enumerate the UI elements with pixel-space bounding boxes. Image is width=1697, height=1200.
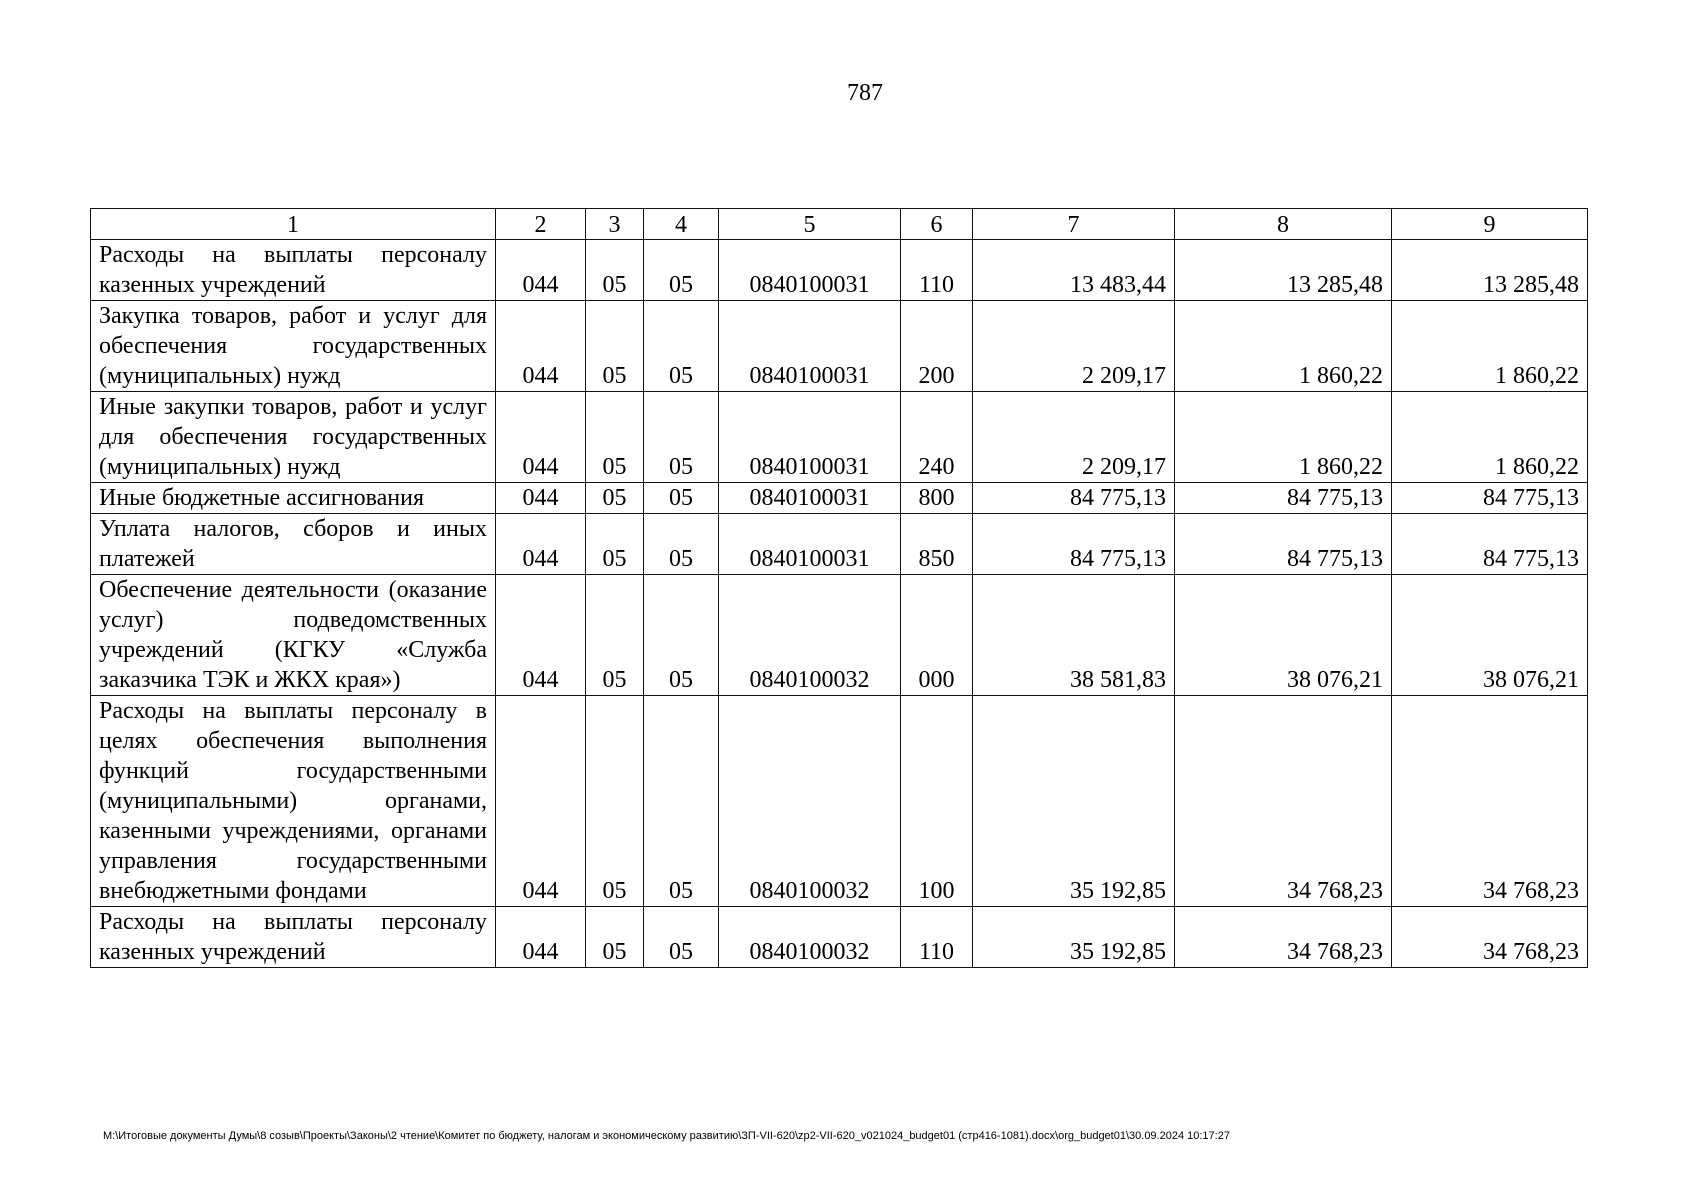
amount-col7: 38 581,83 <box>973 575 1175 696</box>
table-row <box>91 575 1588 696</box>
target-item-code: 0840100032 <box>719 907 901 968</box>
ministry-code: 044 <box>496 575 586 696</box>
amount-col7: 13 483,44 <box>973 240 1175 301</box>
target-item-code: 0840100031 <box>719 240 901 301</box>
target-item-code: 0840100032 <box>719 696 901 907</box>
section-code: 05 <box>586 514 644 575</box>
target-item-code: 0840100031 <box>719 301 901 392</box>
section-code: 05 <box>586 240 644 301</box>
amount-col9: 34 768,23 <box>1392 907 1588 968</box>
subsection-code: 05 <box>644 575 719 696</box>
expense-name: Расходы на выплаты персоналу в целях обеспечения выполнения функций государственными (муниципальными) органами, казенными учреждениями, органами управления государственными внебюджетными фондами <box>91 696 496 907</box>
amount-col7: 2 209,17 <box>973 392 1175 483</box>
expense-name: Расходы на выплаты персоналу казенных учреждений <box>91 907 496 968</box>
ministry-code: 044 <box>496 483 586 514</box>
amount-col8: 84 775,13 <box>1175 514 1392 575</box>
subsection-code: 05 <box>644 392 719 483</box>
table-header-row <box>91 209 1588 240</box>
expense-type-code: 000 <box>901 575 973 696</box>
subsection-code: 05 <box>644 483 719 514</box>
amount-col9: 84 775,13 <box>1392 514 1588 575</box>
section-code: 05 <box>586 575 644 696</box>
amount-col9: 13 285,48 <box>1392 240 1588 301</box>
target-item-code: 0840100031 <box>719 392 901 483</box>
subsection-code: 05 <box>644 301 719 392</box>
expense-type-code: 800 <box>901 483 973 514</box>
section-code: 05 <box>586 907 644 968</box>
amount-col8: 38 076,21 <box>1175 575 1392 696</box>
subsection-code: 05 <box>644 907 719 968</box>
column-header: 2 <box>496 209 586 240</box>
expense-name: Закупка товаров, работ и услуг для обеспечения государственных (муниципальных) нужд <box>91 301 496 392</box>
ministry-code: 044 <box>496 907 586 968</box>
column-header: 6 <box>901 209 973 240</box>
target-item-code: 0840100031 <box>719 483 901 514</box>
amount-col9: 34 768,23 <box>1392 696 1588 907</box>
table-row <box>91 696 1588 907</box>
amount-col7: 2 209,17 <box>973 301 1175 392</box>
page-number: 787 <box>847 80 883 106</box>
column-header: 5 <box>719 209 901 240</box>
table-row <box>91 907 1588 968</box>
amount-col7: 35 192,85 <box>973 696 1175 907</box>
amount-col8: 84 775,13 <box>1175 483 1392 514</box>
target-item-code: 0840100031 <box>719 514 901 575</box>
amount-col9: 1 860,22 <box>1392 392 1588 483</box>
ministry-code: 044 <box>496 301 586 392</box>
table-row <box>91 392 1588 483</box>
amount-col8: 1 860,22 <box>1175 301 1392 392</box>
table-row <box>91 483 1588 514</box>
amount-col7: 84 775,13 <box>973 483 1175 514</box>
expense-type-code: 110 <box>901 907 973 968</box>
amount-col7: 35 192,85 <box>973 907 1175 968</box>
budget-table <box>90 208 1588 968</box>
subsection-code: 05 <box>644 696 719 907</box>
column-header: 4 <box>644 209 719 240</box>
section-code: 05 <box>586 392 644 483</box>
expense-name: Иные закупки товаров, работ и услуг для обеспечения государственных (муниципальных) нужд <box>91 392 496 483</box>
section-code: 05 <box>586 483 644 514</box>
expense-type-code: 850 <box>901 514 973 575</box>
expense-type-code: 200 <box>901 301 973 392</box>
column-header: 3 <box>586 209 644 240</box>
expense-name: Иные бюджетные ассигнования <box>91 483 496 514</box>
amount-col8: 1 860,22 <box>1175 392 1392 483</box>
section-code: 05 <box>586 696 644 907</box>
expense-type-code: 110 <box>901 240 973 301</box>
ministry-code: 044 <box>496 240 586 301</box>
amount-col9: 38 076,21 <box>1392 575 1588 696</box>
ministry-code: 044 <box>496 696 586 907</box>
expense-name: Обеспечение деятельности (оказание услуг) подведомственных учреждений (КГКУ «Служба заказчика ТЭК и ЖКХ края») <box>91 575 496 696</box>
expense-name: Расходы на выплаты персоналу казенных учреждений <box>91 240 496 301</box>
expense-type-code: 100 <box>901 696 973 907</box>
subsection-code: 05 <box>644 514 719 575</box>
column-header: 9 <box>1392 209 1588 240</box>
column-header: 7 <box>973 209 1175 240</box>
amount-col9: 84 775,13 <box>1392 483 1588 514</box>
amount-col7: 84 775,13 <box>973 514 1175 575</box>
subsection-code: 05 <box>644 240 719 301</box>
table-row <box>91 514 1588 575</box>
amount-col8: 34 768,23 <box>1175 907 1392 968</box>
amount-col8: 13 285,48 <box>1175 240 1392 301</box>
amount-col9: 1 860,22 <box>1392 301 1588 392</box>
column-header: 1 <box>91 209 496 240</box>
expense-type-code: 240 <box>901 392 973 483</box>
amount-col8: 34 768,23 <box>1175 696 1392 907</box>
section-code: 05 <box>586 301 644 392</box>
ministry-code: 044 <box>496 514 586 575</box>
table-row <box>91 240 1588 301</box>
column-header: 8 <box>1175 209 1392 240</box>
target-item-code: 0840100032 <box>719 575 901 696</box>
table-row <box>91 301 1588 392</box>
document-file-path: M:\Итоговые документы Думы\8 созыв\Проекты\Законы\2 чтение\Комитет по бюджету, налогам и экономическому развитию\ЗП-VII-620\zp2-VII-620_v021024_budget01 (стр416-1081).docx\org_budget01\30.09.2024 10:17:27 <box>103 1130 1230 1142</box>
ministry-code: 044 <box>496 392 586 483</box>
expense-name: Уплата налогов, сборов и иных платежей <box>91 514 496 575</box>
